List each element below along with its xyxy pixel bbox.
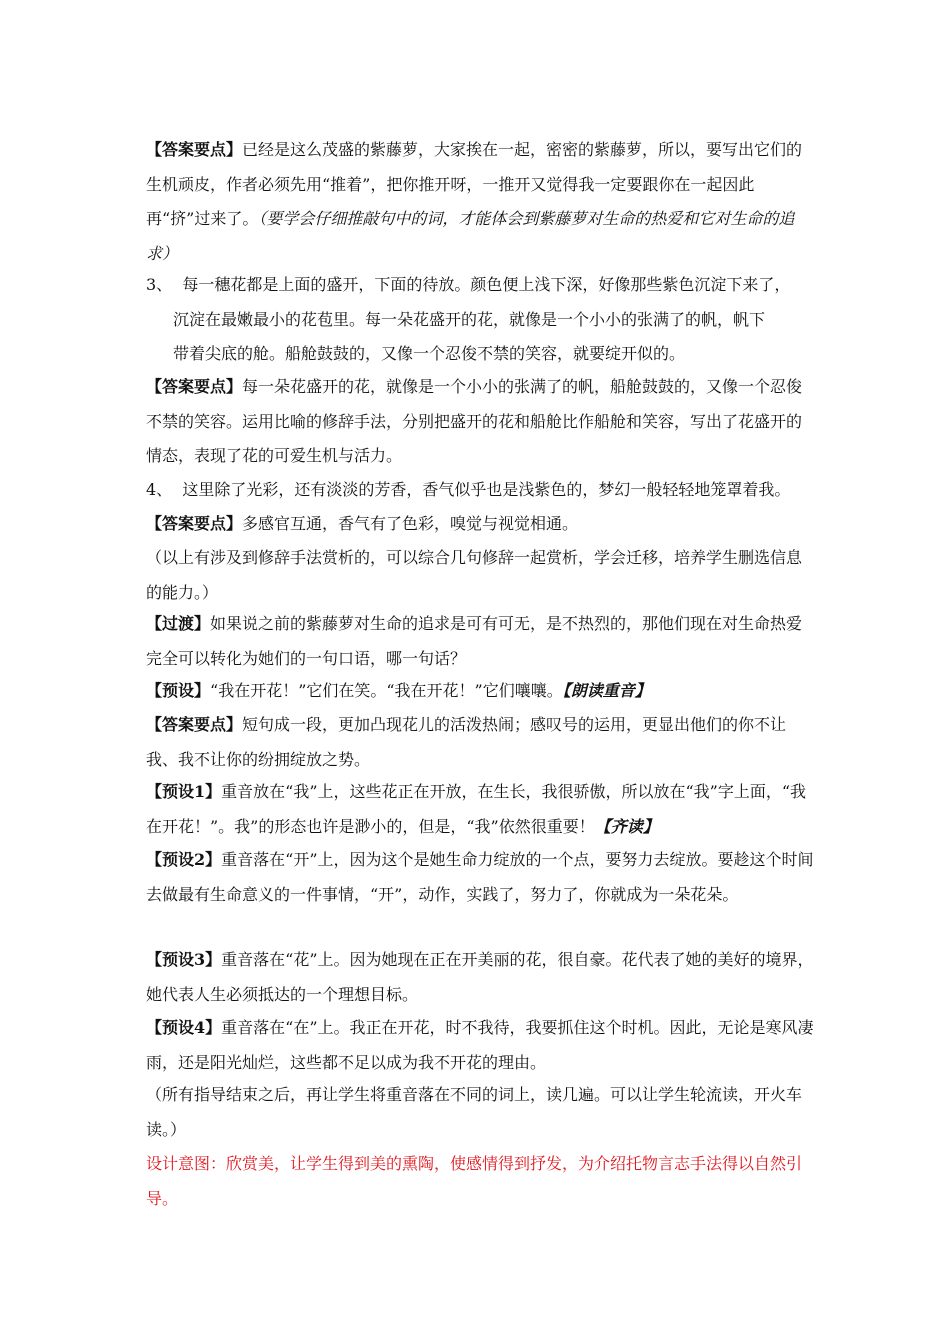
preset-tag: 【预设2】	[146, 850, 222, 869]
item-line: 沉淀在最嫩最小的花苞里。每一朵花盛开的花，就像是一个小小的张满了的帆，帆下	[173, 309, 766, 329]
item-line: 带着尖底的舱。船舱鼓鼓的，又像一个忍俊不禁的笑容，就要绽开似的。	[173, 344, 686, 364]
numbered-item-4	[146, 473, 814, 508]
item-number: 3、	[146, 275, 173, 294]
numbered-item-3	[146, 268, 814, 372]
transition-text: 如果说之前的紫藤萝对生命的追求是可有可无，是不热烈的，那他们现在对生命热爱完全可以转化为她们的一句口语，哪一句话？	[146, 614, 803, 668]
design-intent-paragraph	[146, 1147, 814, 1216]
preset-3-paragraph	[146, 943, 814, 1012]
reading-emphasis: 【朗读重音】	[562, 681, 651, 700]
answer-text: 多感官互通，香气有了色彩，嗅觉与视觉相通。	[242, 514, 579, 533]
answer-text: 每一朵花盛开的花，就像是一个小小的张满了的帆，船舱鼓鼓的，又像一个忍俊不禁的笑容。运用比喻的修辞手法，分别把盛开的花和船舱比作船舱和笑容，写出了花盛开的情态，表现了花的可爱生机与活力。	[146, 377, 803, 466]
answer-text: 短句成一段，更加凸现花儿的活泼热闹；感叹号的运用，更显出他们的你不让我、我不让你的纷拥绽放之势。	[146, 715, 787, 769]
note-paragraph-5	[146, 541, 814, 610]
item-line: 3、 每一穗花都是上面的盛开，下面的待放。颜色便上浅下深，好像那些紫色沉淀下来了，	[146, 275, 791, 294]
preset-text: 重音落在“花”上。因为她现在正在开美丽的花，很自豪。花代表了她的美好的境界，她代表人生必须抵达的一个理想目标。	[146, 950, 814, 1004]
preset-1-paragraph	[146, 775, 814, 844]
item-text: 这里除了光彩，还有淡淡的芳香，香气似乎也是浅紫色的，梦幻一般轻轻地笼罩着我。	[182, 480, 791, 499]
preset-tag: 【预设4】	[146, 1018, 222, 1037]
answer-tag: 【答案要点】	[146, 514, 243, 533]
answer-paragraph-3	[146, 370, 814, 474]
reading-emphasis: 【齐读】	[594, 816, 659, 836]
note-text: （以上有涉及到修辞手法赏析的，可以综合几句修辞一起赏析，学会迁移，培养学生删选信息的能力。）	[146, 548, 803, 602]
transition-paragraph	[146, 607, 814, 676]
note-text: （所有指导结束之后，再让学生将重音落在不同的词上，读几遍。可以让学生轮流读，开火车读。）	[146, 1085, 803, 1139]
preset-tag: 【预设3】	[146, 950, 222, 969]
design-intent-text: 设计意图：欣赏美，让学生得到美的熏陶，使感情得到抒发，为介绍托物言志手法得以自然引导。	[146, 1154, 803, 1208]
preset-paragraph	[146, 674, 814, 709]
preset-text: 重音落在“开”上，因为这个是她生命力绽放的一个点，要努力去绽放。要趁这个时间去做最有生命意义的一件事情，“开”，动作，实践了，努力了，你就成为一朵花朵。	[146, 850, 814, 904]
preset-2-paragraph	[146, 843, 814, 912]
answer-tag: 【答案要点】	[146, 377, 243, 396]
answer-paragraph-4	[146, 507, 814, 542]
preset-text: 重音放在“我”上，这些花正在开放，在生长，我很骄傲，所以放在“我”字上面，“我在开花！”。我”的形态也许是渺小的，但是，“我”依然很重要！	[146, 782, 807, 836]
answer-text: 已经是这么茂盛的紫藤萝，大家挨在一起，密密的紫藤萝，所以，要写出它们的生机顽皮，作者必须先用“推着”，把你推开呀，一推开又觉得我一定要跟你在一起因此再“挤”过来了。	[146, 140, 803, 229]
preset-tag: 【预设】	[146, 681, 211, 700]
preset-4-paragraph	[146, 1011, 814, 1080]
answer-tag: 【答案要点】	[146, 140, 243, 159]
preset-text: 重音落在“在”上。我正在开花，时不我待，我要抓住这个时机。因此，无论是寒风凄雨，还是阳光灿烂，这些都不足以成为我不开花的理由。	[146, 1018, 814, 1072]
teaching-note: （要学会仔细推敲句中的词，才能体会到紫藤萝对生命的热爱和它对生命的追求）	[146, 209, 795, 263]
item-number: 4、	[146, 480, 173, 499]
answer-paragraph-8	[146, 708, 814, 777]
answer-paragraph-1	[146, 133, 814, 271]
answer-tag: 【答案要点】	[146, 715, 243, 734]
preset-tag: 【预设1】	[146, 782, 222, 801]
transition-tag: 【过渡】	[146, 614, 211, 633]
note-paragraph-13	[146, 1078, 814, 1147]
preset-text: “我在开花！”它们在笑。“我在开花！”它们嚷嚷。	[210, 681, 563, 700]
